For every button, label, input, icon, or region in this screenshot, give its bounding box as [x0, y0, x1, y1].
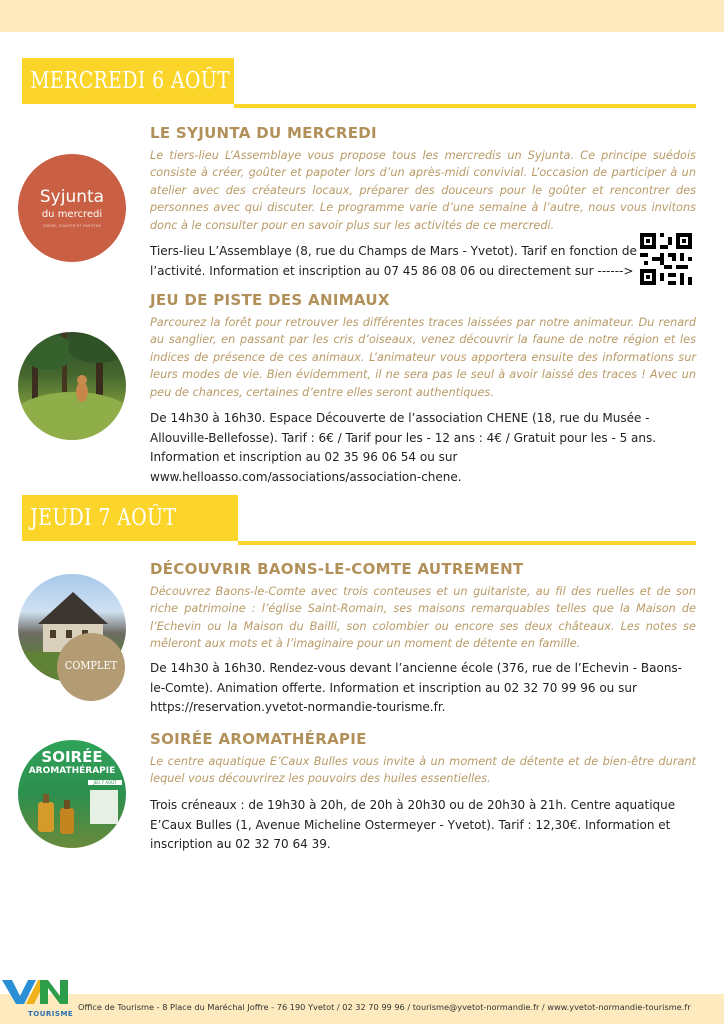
complet-badge	[57, 633, 125, 701]
event-info: Tiers-lieu L’Assemblaye (8, rue du Champs de Mars - Yvetot). Tarif en fonction de l’activité. Information et inscription au 07 45 86 08 06 ou directement sur ------>	[150, 244, 637, 278]
footer-address: Office de Tourisme - 8 Place du Maréchal Joffre - 76 190 Yvetot / 02 32 70 99 96 / tourisme@yvetot-normandie.fr / www.yvetot-normandie-tourisme.fr	[78, 1002, 691, 1012]
syjunta-image-small: CRÉER, GOÛTER ET PAPOTER	[42, 224, 102, 228]
syjunta-image-subtitle: du mercredi	[41, 209, 103, 220]
aroma-image-line1: SOIRÉE	[41, 748, 103, 766]
forest-illustration	[18, 332, 126, 440]
event-description: Découvrez Baons-le-Comte avec trois conteuses et un guitariste, au fil des ruelles et de son riche patrimoine : l’église Saint-Romain, ses maisons remarquables telles que la Maison de l’Echevin ou la Maison du Bailli, son colombier ou encore ses deux châteaux. Les notes se mêleront aux mots et à l’imaginaire pour un moment de détente en famille.	[150, 585, 696, 651]
logo-text: TOURISME	[28, 1010, 74, 1018]
top-band	[0, 0, 724, 32]
footer-band	[0, 994, 724, 1024]
logo-mark-icon	[2, 976, 74, 1012]
day-header-thursday	[22, 495, 238, 541]
oil-bottles-illustration	[18, 740, 126, 848]
yvetot-logo	[2, 976, 74, 1022]
complet-label: COMPLET	[64, 658, 118, 672]
aroma-image-line2: AROMATHÉRAPIE	[28, 766, 116, 776]
aroma-image-date: JEU 7 AOÛT	[88, 780, 122, 785]
day-underline	[234, 104, 696, 108]
event-info: De 14h30 à 16h30. Rendez-vous devant l’ancienne école (376, rue de l’Echevin - Baons-le-Comte). Animation offerte. Information et inscription au 02 32 70 99 96 ou sur https://reservation.yvetot-normandie-tourisme.fr.	[150, 661, 683, 714]
event-title: DÉCOUVRIR BAONS-LE-COMTE AUTREMENT	[150, 560, 524, 578]
event-description: Le tiers-lieu L’Assemblaye vous propose tous les mercredis un Syjunta. Ce principe suédois consiste à créer, goûter et papoter lors d’un après-midi convivial. L’occasion de participer à un atelier avec des créateurs locaux, préparer des douceurs pour le goûter et rencontrer des personnes avec qui discuter. Le programme varie d’une semaine à l’autre, nous vous invitons donc à le consulter pour en savoir plus sur les activités de ce mercredi.	[150, 149, 696, 232]
qr-code	[640, 233, 692, 285]
syjunta-image	[18, 154, 126, 262]
event-info: De 14h30 à 16h30. Espace Découverte de l’association CHENE (18, rue du Musée - Allouville-Bellefosse). Tarif : 6€ / Tarif pour les - 12 ans : 4€ / Gratuit pour les - 5 ans. Information et inscription au 02 35 96 06 54 ou sur www.helloasso.com/associations/association-chene.	[150, 411, 657, 484]
syjunta-image-title: Syjunta	[39, 187, 105, 207]
event-description: Le centre aquatique E’Caux Bulles vous invite à un moment de détente et de bien-être durant lequel vous découvrirez les pouvoirs des huiles essentielles.	[150, 755, 696, 786]
event-title: LE SYJUNTA DU MERCREDI	[150, 124, 377, 142]
aromatherapie-image	[18, 740, 126, 848]
day-label: MERCREDI 6 AOÛT	[30, 68, 231, 94]
forest-fox-image	[18, 332, 126, 440]
day-underline	[238, 541, 696, 545]
event-title: SOIRÉE AROMATHÉRAPIE	[150, 730, 367, 748]
event-description: Parcourez la forêt pour retrouver les différentes traces laissées par notre animateur. Du renard au sanglier, en passant par les cris d’oiseaux, venez découvrir la faune de notre région et les indices de présence de ces animaux. L’animateur vous apportera ensuite des informations sur leurs modes de vie. Bien évidemment, il ne sera pas le seul à avoir laissé des traces ! Avec un peu de chances, certaines d’entre elles seront authentiques.	[150, 316, 696, 399]
event-info: Trois créneaux : de 19h30 à 20h, de 20h à 20h30 ou de 20h30 à 21h. Centre aquatique E’Caux Bulles (1, Avenue Micheline Ostermeyer - Yvetot). Tarif : 12,30€. Information et inscription au 02 32 70 64 39.	[150, 798, 676, 851]
day-label: JEUDI 7 AOÛT	[30, 505, 177, 531]
event-title: JEU DE PISTE DES ANIMAUX	[150, 291, 390, 309]
day-header-wednesday	[22, 58, 234, 104]
